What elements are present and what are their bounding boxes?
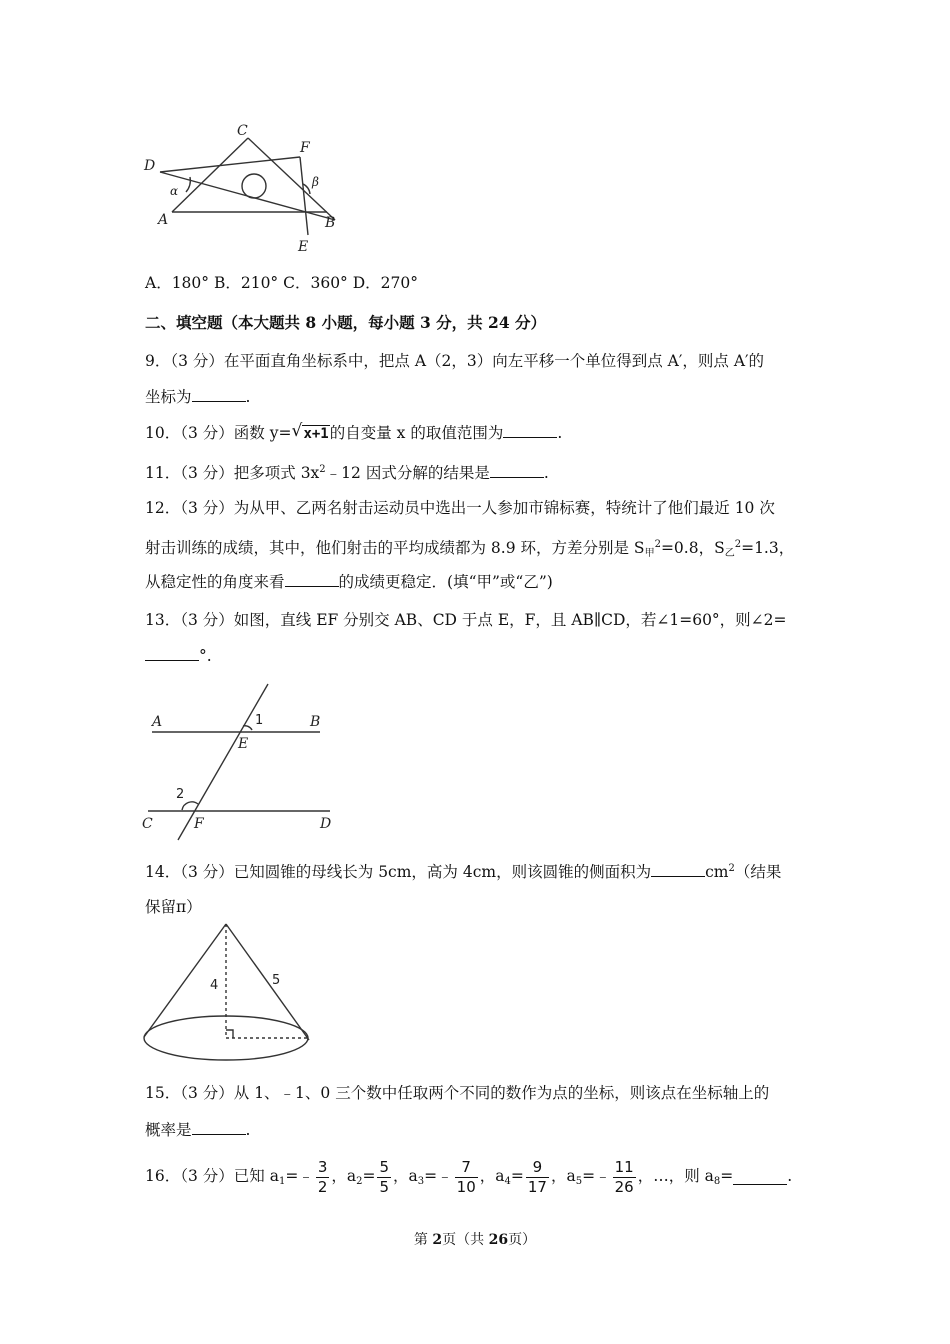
- figure-triangles: [140, 120, 350, 255]
- label-angle-2: 2: [176, 787, 185, 802]
- denominator: 5: [379, 1177, 390, 1196]
- q16-eq-2: =: [362, 1167, 376, 1185]
- figure-parallel-lines: [140, 680, 340, 845]
- q10-sqrt: [291, 422, 329, 445]
- q16-answer-blank[interactable]: [733, 1170, 787, 1185]
- label-A: A: [152, 714, 163, 730]
- q10-answer-blank[interactable]: [503, 423, 557, 438]
- label-beta: β: [312, 175, 319, 189]
- numerator: 9: [532, 1157, 543, 1176]
- footer-page-number: 2: [432, 1232, 443, 1248]
- q16-sep-3: ，a: [479, 1167, 505, 1185]
- angle-1-arc: [243, 726, 252, 730]
- q16-sep-5: ，…，则 a: [637, 1167, 714, 1185]
- q12-sub-jia: 甲: [644, 548, 655, 559]
- line-EF: [178, 684, 268, 840]
- page-footer: [0, 1229, 950, 1249]
- q14-line-2: 保留π）: [145, 898, 202, 916]
- center-circle: [242, 174, 266, 198]
- numerator: 3: [317, 1157, 328, 1176]
- q12-line-2: [145, 534, 794, 565]
- q16-eq-5: =﹣: [582, 1167, 611, 1185]
- footer-total-pages: 26: [488, 1232, 509, 1248]
- q10-radicand: x+1: [303, 426, 329, 442]
- q11-end: .: [543, 464, 549, 482]
- q13-line-2: [145, 645, 212, 667]
- q16-sep-4: ，a: [550, 1167, 576, 1185]
- q16-sub-2: 2: [356, 1176, 363, 1187]
- q16-text: 16．（3 分）已知 a: [145, 1167, 279, 1185]
- q14-answer-blank[interactable]: [651, 862, 705, 877]
- q15-text: 概率是: [145, 1121, 192, 1139]
- q10-text-pre: 10．（3 分）函数 y=: [145, 424, 292, 442]
- segment-F-E: [300, 157, 308, 235]
- q16-sub-3: 3: [417, 1176, 425, 1187]
- q9-line-2: [145, 386, 250, 408]
- q16-end: .: [787, 1167, 793, 1185]
- footer-post: 页）: [508, 1232, 537, 1248]
- cone-slant-right: [226, 924, 309, 1040]
- label-C: C: [142, 816, 153, 832]
- q13-end: °.: [199, 647, 212, 665]
- q13-answer-blank[interactable]: [145, 646, 199, 661]
- label-angle-1: 1: [255, 713, 264, 728]
- label-F: F: [300, 140, 310, 156]
- label-E: E: [298, 239, 309, 255]
- q8-options: A．180° B．210° C．360° D．270°: [145, 274, 418, 292]
- fraction-a4: [526, 1158, 549, 1197]
- q16-sep-1: ，a: [331, 1167, 357, 1185]
- q11-exponent: 2: [319, 464, 326, 475]
- q12-text-mid: =0.8，S: [660, 539, 725, 557]
- fraction-a5: [613, 1158, 636, 1197]
- segment-A-C: [172, 138, 248, 212]
- q16-eq-8: =: [720, 1167, 734, 1185]
- q13-line-1: 13．（3 分）如图，直线 EF 分别交 AB、CD 于点 E，F，且 AB∥CD，若∠1=60°，则∠2=: [145, 611, 787, 629]
- q16-sub-1: 1: [278, 1176, 286, 1187]
- q12-sup-1: 2: [654, 539, 661, 550]
- q14-line-1: [145, 858, 781, 883]
- label-F: F: [194, 816, 204, 832]
- q9-text: 坐标为: [145, 388, 192, 406]
- q16-eq-1: =﹣: [285, 1167, 314, 1185]
- q16-eq-4: =: [510, 1167, 524, 1185]
- footer-pre: 第: [413, 1232, 433, 1248]
- q12-sub-yi: 乙: [724, 548, 735, 559]
- q12-text-post3: 的成绩更稳定．(填“甲”或“乙”): [338, 573, 553, 591]
- label-height-4: 4: [210, 978, 219, 993]
- label-E: E: [238, 736, 249, 752]
- q14-unit-exponent: 2: [728, 863, 735, 874]
- numerator: 7: [461, 1157, 471, 1176]
- fraction-a3: [455, 1158, 478, 1197]
- q11-text-mid: ﹣12 因式分解的结果是: [325, 464, 490, 482]
- q16-sub-5: 5: [575, 1176, 583, 1187]
- denominator: 2: [317, 1177, 328, 1196]
- label-D: D: [320, 816, 332, 832]
- fraction-a2: [377, 1158, 391, 1197]
- label-C: C: [237, 123, 248, 139]
- q9-answer-blank[interactable]: [192, 387, 246, 402]
- label-B: B: [310, 714, 321, 730]
- q12-answer-blank[interactable]: [285, 572, 339, 587]
- q9-line-1: 9．（3 分）在平面直角坐标系中，把点 A（2，3）向左平移一个单位得到点 A′，则点 A′的: [145, 352, 765, 370]
- q14-unit: cm: [705, 863, 729, 881]
- fraction-a1: [316, 1158, 330, 1197]
- footer-mid: 页（共: [442, 1232, 489, 1248]
- q12-text-pre3: 从稳定性的角度来看: [145, 573, 285, 591]
- denominator: 17: [527, 1177, 547, 1196]
- figure-cone: [140, 918, 320, 1068]
- q16-sub-8: 8: [713, 1176, 721, 1187]
- q10-line: [145, 422, 562, 445]
- q16-line: [145, 1156, 792, 1202]
- q12-text-post: =1.3，: [741, 539, 795, 557]
- label-A: A: [158, 212, 169, 228]
- segment-D-F: [160, 157, 300, 172]
- q11-line: [145, 459, 549, 484]
- q15-answer-blank[interactable]: [192, 1120, 246, 1135]
- denominator: 26: [614, 1177, 634, 1196]
- numerator: 11: [614, 1157, 634, 1176]
- right-angle-mark: [226, 1030, 233, 1038]
- q10-end: .: [557, 424, 563, 442]
- numerator: 5: [379, 1157, 390, 1176]
- q15-end: .: [245, 1121, 251, 1139]
- q12-sup-2: 2: [734, 539, 742, 550]
- q16-eq-3: =﹣: [424, 1167, 453, 1185]
- q15-line-1: 15．（3 分）从 1、﹣1、0 三个数中任取两个不同的数作为点的坐标，则该点在坐标轴上的: [145, 1084, 770, 1102]
- label-slant-5: 5: [272, 973, 281, 988]
- radical-sign: √: [291, 421, 303, 441]
- q12-line-1: 12．（3 分）为从甲、乙两名射击运动员中选出一人参加市锦标赛，特统计了他们最近 10 次: [145, 499, 775, 517]
- q12-line-3: [145, 571, 553, 593]
- denominator: 10: [456, 1177, 476, 1196]
- q14-text: 14．（3 分）已知圆锥的母线长为 5cm，高为 4cm，则该圆锥的侧面积为: [145, 863, 652, 881]
- q10-text-post: 的自变量 x 的取值范围为: [329, 424, 504, 442]
- q11-text-pre: 11．（3 分）把多项式 3x: [145, 464, 320, 482]
- label-D: D: [144, 158, 156, 174]
- section-2-heading: 二、填空题（本大题共 8 小题，每小题 3 分，共 24 分）: [145, 313, 547, 332]
- q11-answer-blank[interactable]: [490, 463, 544, 478]
- label-B: B: [325, 215, 336, 231]
- q12-text: 射击训练的成绩，其中，他们射击的平均成绩都为 8.9 环，方差分别是 S: [145, 539, 645, 557]
- q16-sep-2: ，a: [393, 1167, 418, 1185]
- q16-sub-4: 4: [504, 1176, 511, 1187]
- label-alpha: α: [170, 184, 179, 198]
- q14-text-post: （结果: [734, 863, 782, 881]
- q15-line-2: [145, 1119, 250, 1141]
- q9-end: .: [245, 388, 251, 406]
